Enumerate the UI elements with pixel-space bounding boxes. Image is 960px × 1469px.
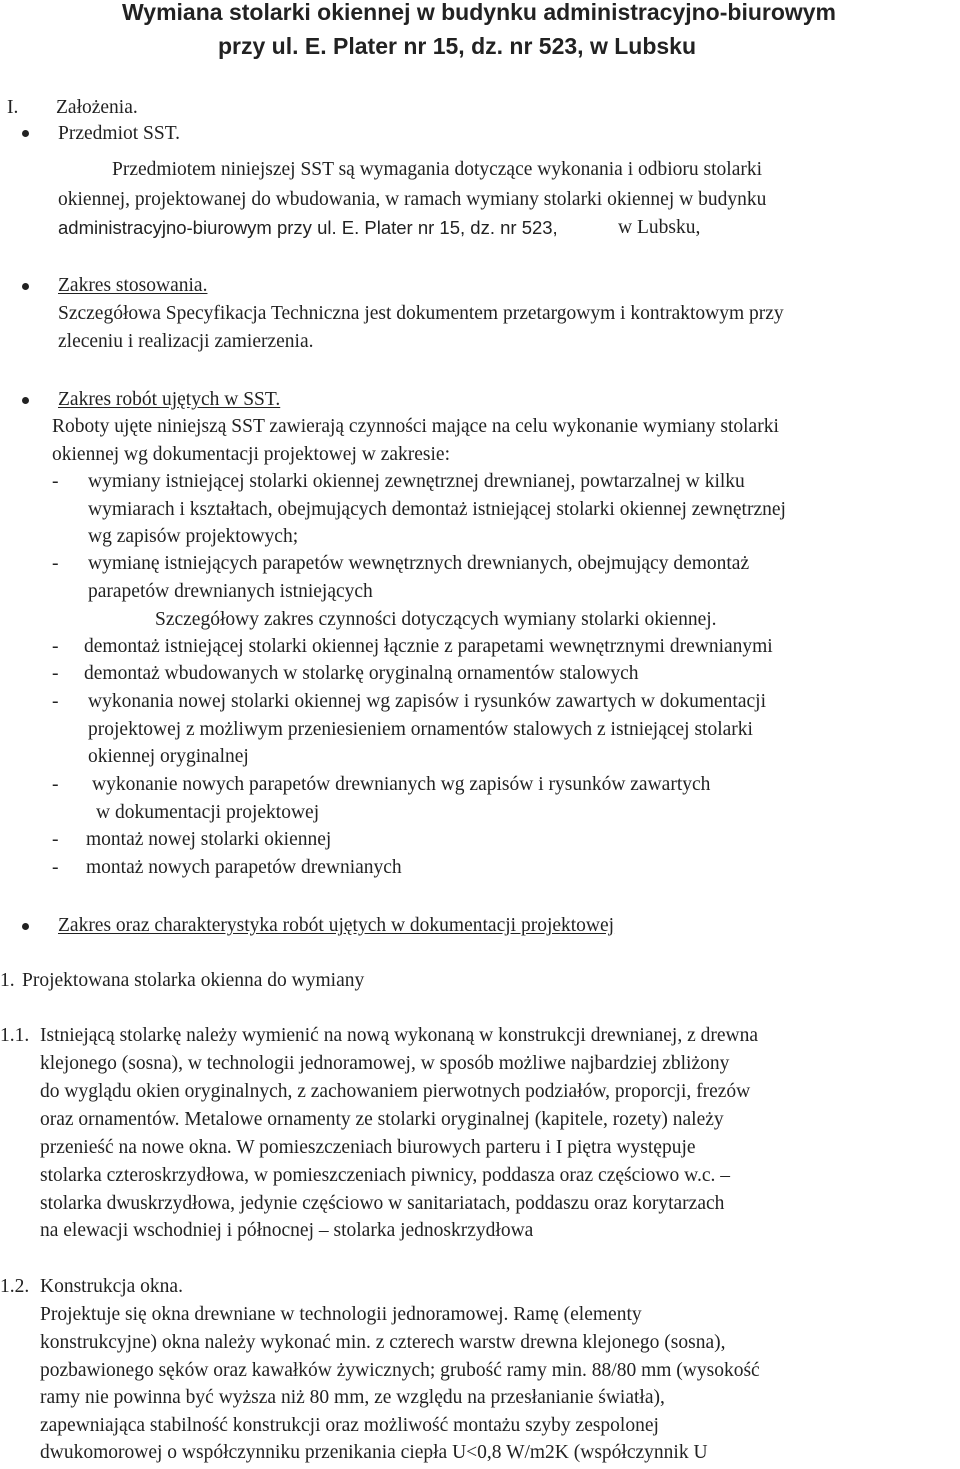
paragraph-line: Szczegółowa Specyfikacja Techniczna jest dokumentem przetargowym i kontraktowym przy: [58, 303, 784, 324]
point-number: 1.1.: [0, 1025, 30, 1046]
list-item-continuation: w dokumentacji projektowej: [96, 802, 320, 823]
document-title-line-2: przy ul. E. Plater nr 15, dz. nr 523, w Lubsku: [218, 33, 697, 59]
paragraph-line: ramy nie powinna być wyższa niż 80 mm, ze względu na przesłanianie światła),: [40, 1387, 665, 1408]
bullet-icon: [22, 283, 29, 290]
paragraph-line: zapewniająca stabilność konstrukcji oraz możliwość montażu szyby zespolonej: [40, 1415, 659, 1436]
point-heading: Konstrukcja okna.: [40, 1276, 183, 1297]
list-item-continuation: wg zapisów projektowych;: [88, 526, 299, 547]
paragraph-line: pozbawionego sęków oraz kawałków żywicznych; grubość ramy min. 88/80 mm (wysokość: [40, 1360, 760, 1381]
list-item-continuation: wymiarach i kształtach, obejmujących demontaż istniejącej stolarki okiennej zewnętrznej: [88, 499, 786, 520]
paragraph-line: okiennej wg dokumentacji projektowej w zakresie:: [52, 444, 450, 465]
list-item: wykonanie nowych parapetów drewnianych wg zapisów i rysunków zawartych: [92, 774, 711, 795]
list-dash: -: [52, 636, 59, 657]
paragraph-line: przenieść na nowe okna. W pomieszczeniach biurowych parteru i I piętra występuje: [40, 1137, 696, 1158]
section-heading: Założenia.: [56, 97, 138, 118]
list-item: montaż nowej stolarki okiennej: [86, 829, 332, 850]
list-item: wymiany istniejącej stolarki okiennej zewnętrznej drewnianej, powtarzalnej w kilku: [88, 471, 745, 492]
list-item: montaż nowych parapetów drewnianych: [86, 857, 402, 878]
paragraph-line: Przedmiotem niniejszej SST są wymagania dotyczące wykonania i odbioru stolarki: [112, 159, 763, 180]
list-item-continuation: projektowej z możliwym przeniesieniem ornamentów stalowych z istniejącej stolarki: [88, 719, 753, 740]
paragraph-line: konstrukcyjne) okna należy wykonać min. z czterech warstw drewna klejonego (sosna),: [40, 1332, 726, 1353]
paragraph-line: stolarka czteroskrzydłowa, w pomieszczeniach piwnicy, poddasza oraz częściowo w.c. –: [40, 1165, 730, 1186]
list-dash: -: [52, 471, 59, 492]
list-dash: -: [52, 774, 59, 795]
paragraph-line: klejonego (sosna), w technologii jednoramowej, w sposób możliwe najbardziej zbliżony: [40, 1053, 730, 1074]
list-item-continuation: parapetów drewnianych istniejących: [88, 581, 373, 602]
list-dash: -: [52, 691, 59, 712]
list-dash: -: [52, 857, 59, 878]
detail-heading: Szczegółowy zakres czynności dotyczących wymiany stolarki okiennej.: [155, 609, 717, 630]
paragraph-line: na elewacji wschodniej i północnej – stolarka jednoskrzydłowa: [40, 1220, 534, 1241]
bullet-icon: [22, 130, 29, 137]
paragraph-line: Istniejącą stolarkę należy wymienić na nową wykonaną w konstrukcji drewnianej, z drewna: [40, 1025, 758, 1046]
point-number: 1.: [0, 970, 15, 991]
list-dash: -: [52, 553, 59, 574]
paragraph-line: stolarka dwuskrzydłowa, jedynie częściowo w sanitariatach, poddaszu oraz korytarzach: [40, 1193, 725, 1214]
paragraph-line: do wyglądu okien oryginalnych, z zachowaniem pierwotnych podziałów, proporcji, frezów: [40, 1081, 751, 1102]
bullet-icon: [22, 397, 29, 404]
bullet-icon: [22, 923, 29, 930]
list-item: wykonania nowej stolarki okiennej wg zapisów i rysunków zawartych w dokumentacji: [88, 691, 766, 712]
list-item: wymianę istniejących parapetów wewnętrznych drewnianych, obejmujący demontaż: [88, 553, 750, 574]
paragraph-line: oraz ornamentów. Metalowe ornamenty ze stolarki oryginalnej (kapitele, rozety) należy: [40, 1109, 724, 1130]
paragraph-line: dwukomorowej o współczynniku przenikania ciepła U<0,8 W/m2K (współczynnik U: [40, 1442, 708, 1463]
point-heading: Projektowana stolarka okienna do wymiany: [22, 970, 365, 991]
paragraph-line: administracyjno-biurowym przy ul. E. Plater nr 15, dz. nr 523,: [58, 217, 558, 238]
paragraph-line: w Lubsku,: [618, 217, 701, 238]
list-dash: -: [52, 829, 59, 850]
przedmiot-heading: Przedmiot SST.: [58, 123, 181, 144]
list-item: demontaż wbudowanych w stolarkę oryginalną ornamentów stalowych: [84, 663, 639, 684]
zakres-robot-heading: Zakres robót ujętych w SST.: [58, 389, 281, 410]
paragraph-line: okiennej, projektowanej do wbudowania, w ramach wymiany stolarki okiennej w budynku: [58, 189, 767, 210]
paragraph-line: Roboty ujęte niniejszą SST zawierają czynności mające na celu wykonanie wymiany stolarki: [52, 416, 779, 437]
zakres-charakterystyka-heading: Zakres oraz charakterystyka robót ujętych w dokumentacji projektowej: [58, 915, 615, 936]
section-number: I.: [7, 97, 19, 118]
point-number: 1.2.: [0, 1276, 30, 1297]
paragraph-line: Projektuje się okna drewniane w technologii jednoramowej. Ramę (elementy: [40, 1304, 642, 1325]
paragraph-line: zleceniu i realizacji zamierzenia.: [58, 331, 314, 352]
list-dash: -: [52, 663, 59, 684]
zakres-stosowania-heading: Zakres stosowania.: [58, 275, 208, 296]
document-title-line-1: Wymiana stolarki okiennej w budynku administracyjno-biurowym: [122, 0, 837, 25]
list-item: demontaż istniejącej stolarki okiennej łącznie z parapetami wewnętrznymi drewnianymi: [84, 636, 773, 657]
list-item-continuation: okiennej oryginalnej: [88, 746, 249, 767]
